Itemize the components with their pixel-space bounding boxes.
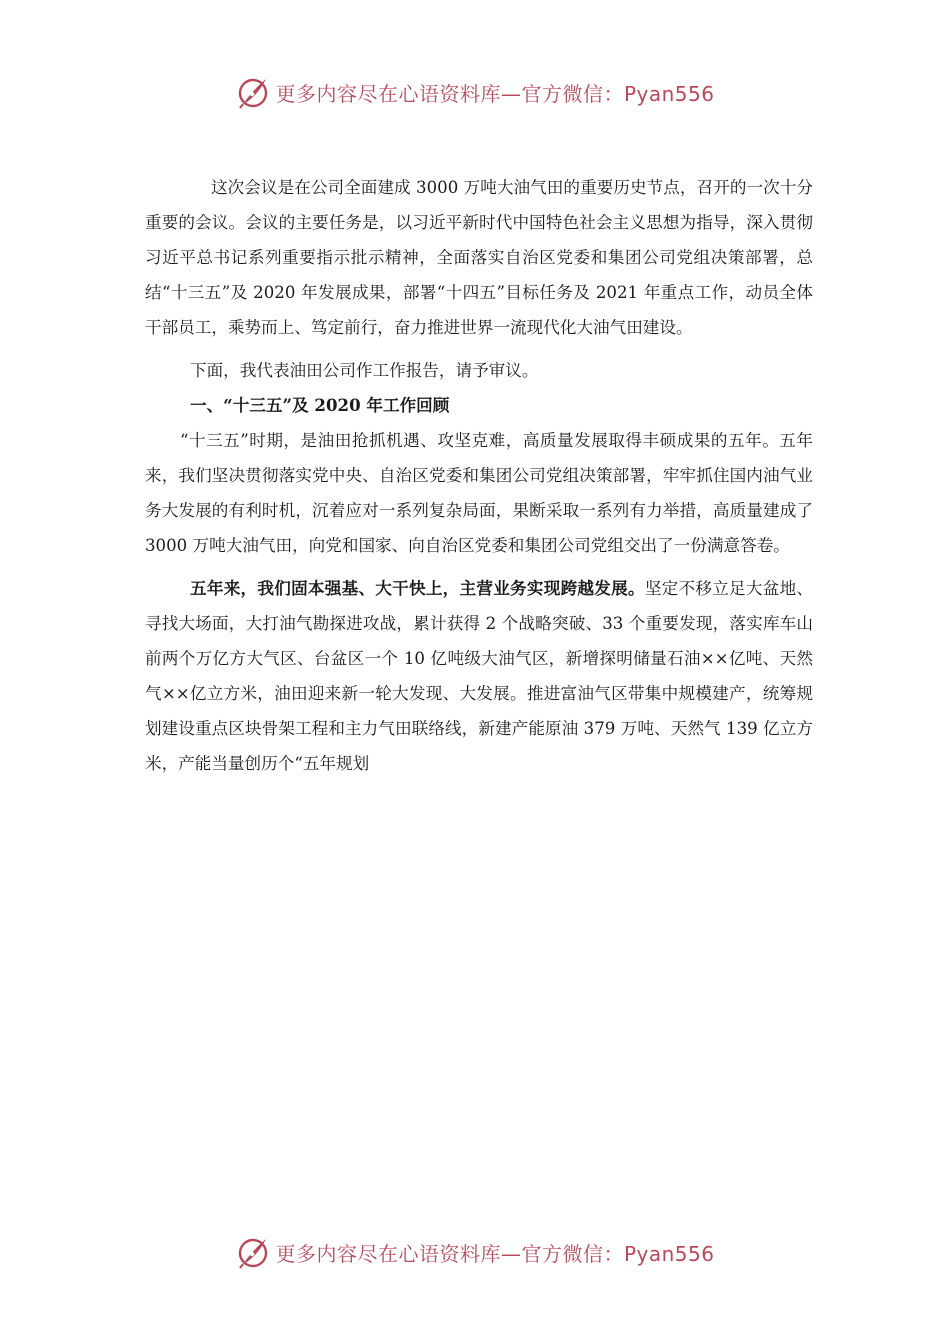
report-paragraph: 下面，我代表油田公司作工作报告，请予审议。 [190, 361, 539, 380]
intro-paragraph: 这次会议是在公司全面建成 3000 万吨大油气田的重要历史节点，召开的一次十分重要的会议。会议的主要任务是，以习近平新时代中国特色社会主义思想为指导，深入贯彻习近平总书记系列重要指示批示精神，全面落实自治区党委和集团公司党组决策部署，总结“十三五”及 2020 年发展成果，部署“十四五”目标任务及 2021 年重点工作，动员全体干部员工，乘势而上、笃定前行，奋力推进世界一流现代化大油气田建设。 [145, 178, 813, 337]
achievement-body: 坚定不移立足大盆地、寻找大场面，大打油气勘探进攻战，累计获得 2 个战略突破、33 个重要发现，落实库车山前两个万亿方大气区、台盆区一个 10 亿吨级大油气区，新增探明储量石油××亿吨、天然气××亿立方米，油田迎来新一轮大发现、大发展。推进富油气区带集中规模建产，统筹规划建设重点区块骨架工程和主力气田联络线，新建产能原油 379 万吨、天然气 139 亿立方米，产能当量创历个“五年规划 [145, 579, 814, 773]
achievement-lead: 五年来，我们固本强基、大干快上，主营业务实现跨越发展。 [190, 578, 645, 598]
header-watermark-banner [0, 70, 950, 114]
footer-watermark-banner [0, 1230, 950, 1274]
achievement-paragraph [145, 571, 813, 781]
quill-pen-logo-icon [235, 1234, 271, 1270]
watermark-text: 更多内容尽在心语资料库—官方微信：Pyan556 [275, 81, 715, 106]
section-heading: 一、“十三五”及 2020 年工作回顾 [190, 395, 450, 415]
watermark-text: 更多内容尽在心语资料库—官方微信：Pyan556 [275, 1241, 715, 1266]
document-body [145, 170, 813, 781]
quill-pen-logo-icon [235, 74, 271, 110]
review-paragraph: “十三五”时期，是油田抢抓机遇、攻坚克难，高质量发展取得丰硕成果的五年。五年来，我们坚决贯彻落实党中央、自治区党委和集团公司党组决策部署，牢牢抓住国内油气业务大发展的有利时机，沉着应对一系列复杂局面，果断采取一系列有力举措，高质量建成了 3000 万吨大油气田，向党和国家、向自治区党委和集团公司党组交出了一份满意答卷。 [145, 431, 813, 555]
